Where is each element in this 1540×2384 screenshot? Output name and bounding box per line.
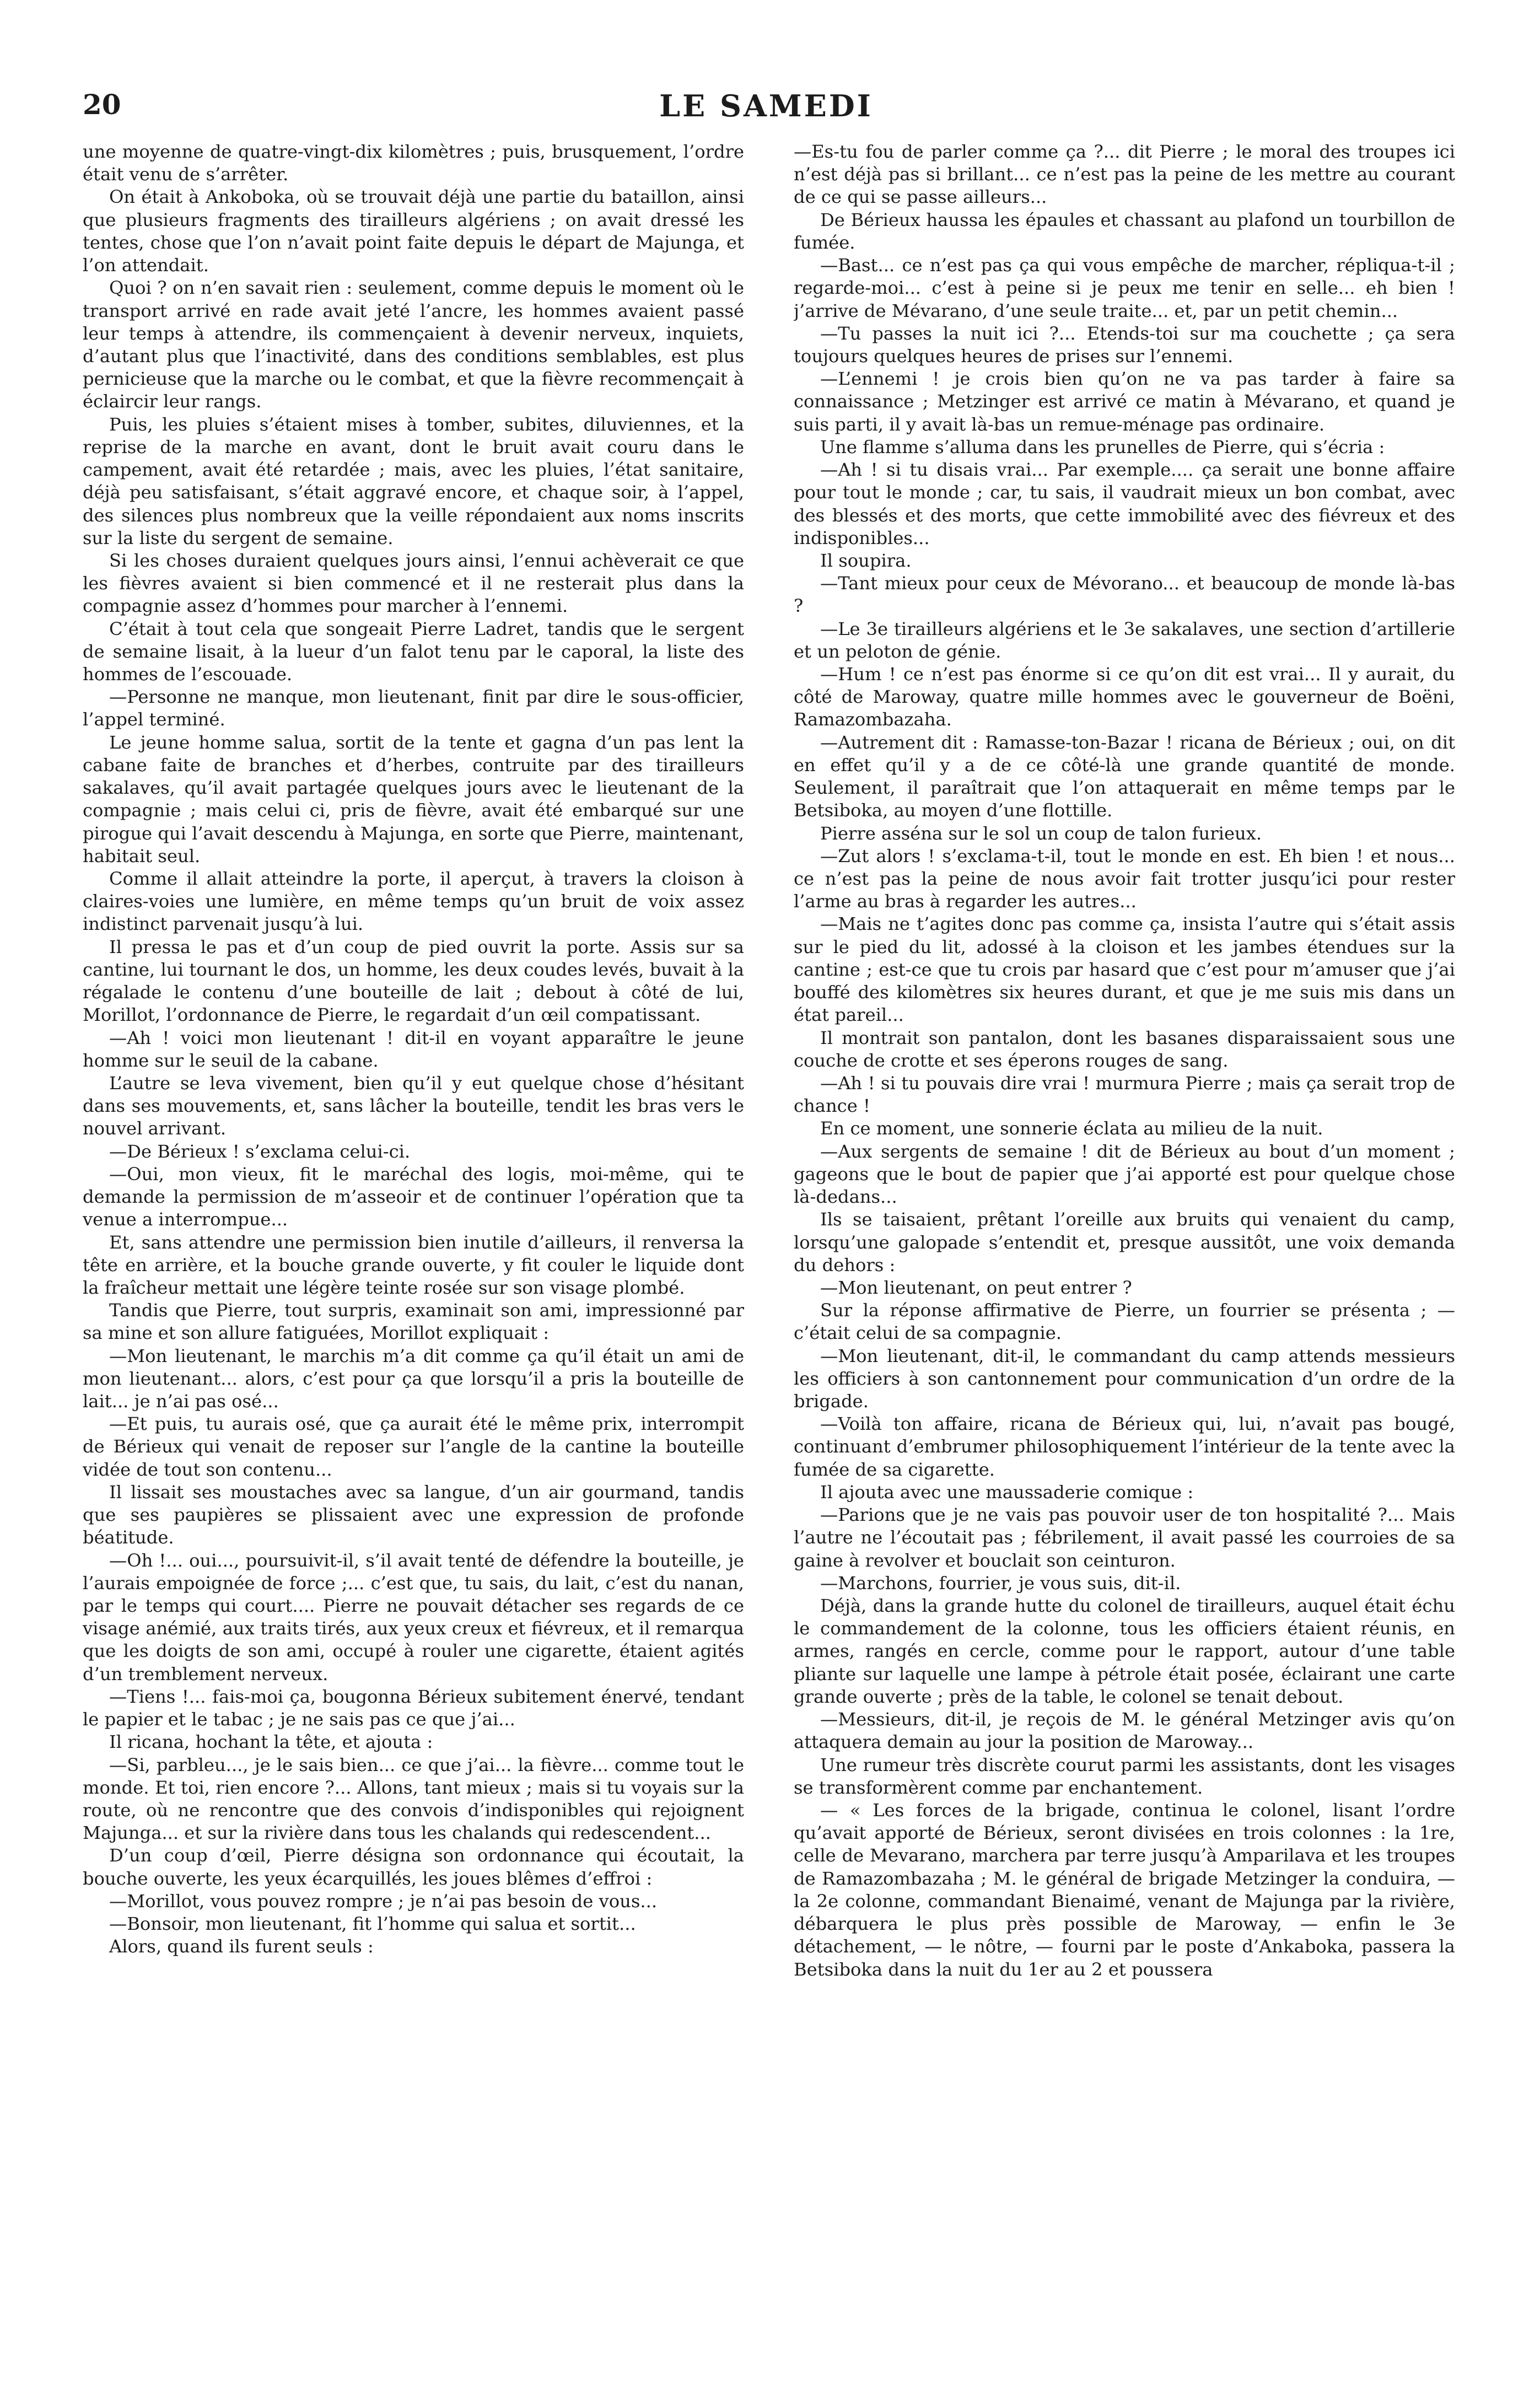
paragraph: —Mon lieutenant, le marchis m’a dit comme ça qu’il était un ami de mon lieutenant... alors, c’est pour ça que lorsqu’il a pris la bouteille de lait... je n’ai pas osé... <box>83 1345 744 1412</box>
paragraph: Une rumeur très discrète courut parmi les assistants, dont les visages se transformèrent comme par enchantement. <box>794 1754 1455 1798</box>
paragraph: Le jeune homme salua, sortit de la tente et gagna d’un pas lent la cabane faite de branches et d’herbes, contruite par des tirailleurs sakalaves, qu’il avait partagée quelques jours avec le lieutenant de la compagnie ; mais celui ci, pris de fièvre, avait été embarqué sur une pirogue qui l’avait descendu à Majunga, en sorte que Pierre, maintenant, habitait seul. <box>83 731 744 867</box>
paragraph: Comme il allait atteindre la porte, il aperçut, à travers la cloison à claires-voies une lumière, en même temps qu’un bruit de voix assez indistinct parvenait jusqu’à lui. <box>83 868 744 935</box>
paragraph: —Et puis, tu aurais osé, que ça aurait été le même prix, interrompit de Bérieux qui venait de reposer sur l’angle de la cantine la bouteille vidée de tout son contenu... <box>83 1413 744 1480</box>
paragraph: —Tiens !... fais-moi ça, bougonna Bérieux subitement énervé, tendant le papier et le tabac ; je ne sais pas ce que j’ai... <box>83 1686 744 1730</box>
paragraph: Si les choses duraient quelques jours ainsi, l’ennui achèverait ce que les fièvres avaient si bien commencé et il ne resterait plus dans la compagnie assez d’hommes pour marcher à l’ennemi. <box>83 550 744 617</box>
paragraph: —Mais ne t’agites donc pas comme ça, insista l’autre qui s’était assis sur le pied du lit, adossé à la cloison et les jambes étendues sur la cantine ; est-ce que tu crois par hasard que c’est pour m’amuser que j’ai bouffé des kilomètres six heures durant, et que je me suis mis dans un état pareil... <box>794 913 1455 1026</box>
paragraph: —Personne ne manque, mon lieutenant, finit par dire le sous-officier, l’appel terminé. <box>83 686 744 730</box>
page-number: 20 <box>83 88 121 121</box>
paragraph: Il lissait ses moustaches avec sa langue, d’un air gourmand, tandis que ses paupières se plissaient avec une expression de profonde béatitude. <box>83 1481 744 1548</box>
paragraph: —Marchons, fourrier, je vous suis, dit-il. <box>820 1572 1181 1594</box>
paragraph: —De Bérieux ! s’exclama celui-ci. <box>109 1140 411 1162</box>
paragraph: Il pressa le pas et d’un coup de pied ouvrit la porte. Assis sur sa cantine, lui tournant le dos, un homme, les deux coudes levés, buvait à la régalade le contenu d’une bouteille de lait ; debout à côté de lui, Morillot, l’ordonnance de Pierre, le regardait d’un œil compatissant. <box>83 936 744 1026</box>
paragraph: Tandis que Pierre, tout surpris, examinait son ami, impressionné par sa mine et son allure fatiguées, Morillot expliquait : <box>83 1300 744 1344</box>
paragraph: —Le 3e tirailleurs algériens et le 3e sakalaves, une section d’artillerie et un peloton de génie. <box>794 618 1455 662</box>
paragraph: —Es-tu fou de parler comme ça ?... dit Pierre ; le moral des troupes ici n’est déjà pas si brillant... ce n’est pas la peine de les mettre au courant de ce qui se passe ailleurs... <box>794 141 1455 208</box>
paragraph: L’autre se leva vivement, bien qu’il y eut quelque chose d’hésitant dans ses mouvements, et, sans lâcher la bouteille, tendit les bras vers le nouvel arrivant. <box>83 1072 744 1139</box>
paragraph: une moyenne de quatre-vingt-dix kilomètres ; puis, brusquement, l’ordre était venu de s’arrêter. <box>83 141 744 185</box>
paragraph: —Mon lieutenant, dit-il, le commandant du camp attends messieurs les officiers à son cantonnement pour communication d’un ordre de la brigade. <box>794 1345 1455 1412</box>
paragraph: Il ricana, hochant la tête, et ajouta : <box>109 1731 433 1753</box>
paragraph: —Bast... ce n’est pas ça qui vous empêche de marcher, répliqua-t-il ; regarde-moi... c’est à peine si je peux me tenir en selle... eh bien ! j’arrive de Mévarano, d’une seule traite... et, par un petit chemin... <box>794 255 1455 321</box>
paragraph: —Ah ! si tu pouvais dire vrai ! murmura Pierre ; mais ça serait trop de chance ! <box>794 1072 1455 1117</box>
paragraph: —Autrement dit : Ramasse-ton-Bazar ! ricana de Bérieux ; oui, on dit en effet qu’il y a de ce côté-là une grande quantité de monde. Seulement, il paraîtrait que l’on attaquerait en même temps par le Betsiboka, au moyen d’une flottille. <box>794 731 1455 821</box>
paragraph: —Oh !... oui..., poursuivit-il, s’il avait tenté de défendre la bouteille, je l’aurais empoignée de force ;... c’est que, tu sais, du lait, c’est du nanan, par le temps qui court.... Pierre ne pouvait détacher ses regards de ce visage anémié, aux traits tirés, aux yeux creux et fiévreux, et il remarqua que les doigts de son ami, occupé à rouler une cigarette, étaient agités d’un tremblement nerveux. <box>83 1549 744 1685</box>
paragraph: Une flamme s’alluma dans les prunelles de Pierre, qui s’écria : <box>820 436 1385 458</box>
paragraph: Et, sans attendre une permission bien inutile d’ailleurs, il renversa la tête en arrière, et la bouche grande ouverte, y fit couler le liquide dont la fraîcheur mettait une légère teinte rosée sur son visage plombé. <box>83 1231 744 1298</box>
paragraph: Sur la réponse affirmative de Pierre, un fourrier se présenta ; — c’était celui de sa compagnie. <box>794 1300 1455 1344</box>
paragraph: — « Les forces de la brigade, continua le colonel, lisant l’ordre qu’avait apporté de Bérieux, seront divisées en trois colonnes : la 1re, celle de Mevarano, marchera par terre jusqu’à Amparilava et les troupes de Ramazombazaha ; M. le général de brigade Metzinger la conduira, — la 2e colonne, commandant Bienaimé, venant de Majunga par la rivière, débarquera le plus près possible de Maroway, — enfin le 3e détachement, — le nôtre, — fourni par le poste d’Ankaboka, passera la Betsiboka dans la nuit du 1er au 2 et poussera <box>794 1799 1455 1980</box>
paragraph: Il ajouta avec une maussaderie comique : <box>820 1481 1194 1503</box>
paragraph: —Parions que je ne vais pas pouvoir user de ton hospitalité ?... Mais l’autre ne l’écoutait pas ; fébrilement, il avait passé les courroies de sa gaine à revolver et bouclait son ceinturon. <box>794 1504 1455 1571</box>
paragraph: —Tant mieux pour ceux de Mévorano... et beaucoup de monde là-bas ? <box>794 573 1455 617</box>
paragraph: Quoi ? on n’en savait rien : seulement, comme depuis le moment où le transport arrivé en rade avait jeté l’ancre, les hommes avaient passé leur temps à attendre, ils commençaient à devenir nerveux, inquiets, d’autant plus que l’inactivité, dans des conditions semblables, est plus pernicieuse que la marche ou le combat, et que la fièvre recommençait à éclaircir leur rangs. <box>83 277 744 412</box>
paragraph: Déjà, dans la grande hutte du colonel de tirailleurs, auquel était échu le commandement de la colonne, tous les officiers étaient réunis, en armes, rangés en cercle, comme pour le rapport, autour d’une table pliante sur laquelle une lampe à pétrole était posée, éclairant une carte grande ouverte ; près de la table, le colonel se tenait debout. <box>794 1595 1455 1707</box>
journal-title: LE SAMEDI <box>659 88 873 123</box>
paragraph: Pierre asséna sur le sol un coup de talon furieux. <box>820 822 1262 844</box>
paragraph: —Morillot, vous pouvez rompre ; je n’ai pas besoin de vous... <box>109 1890 658 1912</box>
paragraph: —Ah ! si tu disais vrai... Par exemple.... ça serait une bonne affaire pour tout le monde ; car, tu sais, il vaudrait mieux un bon combat, avec des blessés et des morts, que cette immobilité avec des fiévreux et des indisponibles... <box>794 459 1455 548</box>
paragraph: —L’ennemi ! je crois bien qu’on ne va pas tarder à faire sa connaissance ; Metzinger est arrivé ce matin à Mévarano, et quand je suis parti, il y avait là-bas un remue-ménage pas ordinaire. <box>794 368 1455 435</box>
paragraph: Ils se taisaient, prêtant l’oreille aux bruits qui venaient du camp, lorsqu’une galopade s’entendit et, presque aussitôt, une voix demanda du dehors : <box>794 1209 1455 1276</box>
paragraph: Il soupira. <box>820 550 912 571</box>
paragraph: De Bérieux haussa les épaules et chassant au plafond un tourbillon de fumée. <box>794 209 1455 253</box>
paragraph: —Aux sergents de semaine ! dit de Bérieux au bout d’un moment ; gageons que le bout de papier que j’ai apporté est pour quelque chose là-dedans... <box>794 1140 1455 1208</box>
paragraph: —Tu passes la nuit ici ?... Etends-toi sur ma couchette ; ça sera toujours quelques heures de prises sur l’ennemi. <box>794 322 1455 367</box>
paragraph: —Ah ! voici mon lieutenant ! dit-il en voyant apparaître le jeune homme sur le seuil de la cabane. <box>83 1027 744 1071</box>
paragraph: Alors, quand ils furent seuls : <box>109 1936 374 1957</box>
paragraph: —Bonsoir, mon lieutenant, fit l’homme qui salua et sortit... <box>109 1913 636 1935</box>
text-column-left <box>83 141 744 2318</box>
paragraph: —Zut alors ! s’exclama-t-il, tout le monde en est. Eh bien ! et nous... ce n’est pas la peine de nous avoir fait trotter jusqu’ici pour rester l’arme au bras à regarder les autres... <box>794 845 1455 912</box>
paragraph: —Oui, mon vieux, fit le maréchal des logis, moi-même, qui te demande la permission de m’asseoir et de continuer l’opération que ta venue a interrompue... <box>83 1163 744 1230</box>
paragraph: Puis, les pluies s’étaient mises à tomber, subites, diluviennes, et la reprise de la marche en avant, dont le bruit avait couru dans le campement, avait été retardée ; mais, avec les pluies, l’état sanitaire, déjà peu satisfaisant, s’était aggravé encore, et chaque soir, à l’appel, des silences plus nombreux que la veille répondaient aux noms inscrits sur la liste du sergent de semaine. <box>83 413 744 548</box>
page-header <box>83 83 1450 132</box>
paragraph: C’était à tout cela que songeait Pierre Ladret, tandis que le sergent de semaine lisait, à la lueur d’un falot tenu par le caporal, la liste des hommes de l’escouade. <box>83 618 744 685</box>
paragraph: Il montrait son pantalon, dont les basanes disparaissaient sous une couche de crotte et ses éperons rouges de sang. <box>794 1027 1455 1071</box>
paragraph: —Mon lieutenant, on peut entrer ? <box>820 1277 1132 1298</box>
paragraph: D’un coup d’œil, Pierre désigna son ordonnance qui écoutait, la bouche ouverte, les yeux écarquillés, les joues blêmes d’effroi : <box>83 1845 744 1889</box>
paragraph: —Si, parbleu..., je le sais bien... ce que j’ai... la fièvre... comme tout le monde. Et toi, rien encore ?... Allons, tant mieux ; mais si tu voyais sur la route, où ne rencontre que des convois d’indisponibles qui rejoignent Majunga... et sur la rivière dans tous les chalands qui redescendent... <box>83 1754 744 1844</box>
paragraph: —Messieurs, dit-il, je reçois de M. le général Metzinger avis qu’on attaquera demain au jour la position de Maroway... <box>794 1709 1455 1753</box>
paragraph: —Voilà ton affaire, ricana de Bérieux qui, lui, n’avait pas bougé, continuant d’embrumer philosophiquement l’intérieur de la tente avec la fumée de sa cigarette. <box>794 1413 1455 1480</box>
paragraph: On était à Ankoboka, où se trouvait déjà une partie du bataillon, ainsi que plusieurs fragments des tirailleurs algériens ; on avait dressé les tentes, chose que l’on n’avait point faite depuis le départ de Majunga, et l’on attendait. <box>83 186 744 276</box>
text-column-right <box>794 141 1455 2318</box>
paragraph: En ce moment, une sonnerie éclata au milieu de la nuit. <box>820 1118 1323 1139</box>
paragraph: —Hum ! ce n’est pas énorme si ce qu’on dit est vrai... Il y aurait, du côté de Maroway, quatre mille hommes avec le gouverneur de Boëni, Ramazombazaha. <box>794 664 1455 730</box>
